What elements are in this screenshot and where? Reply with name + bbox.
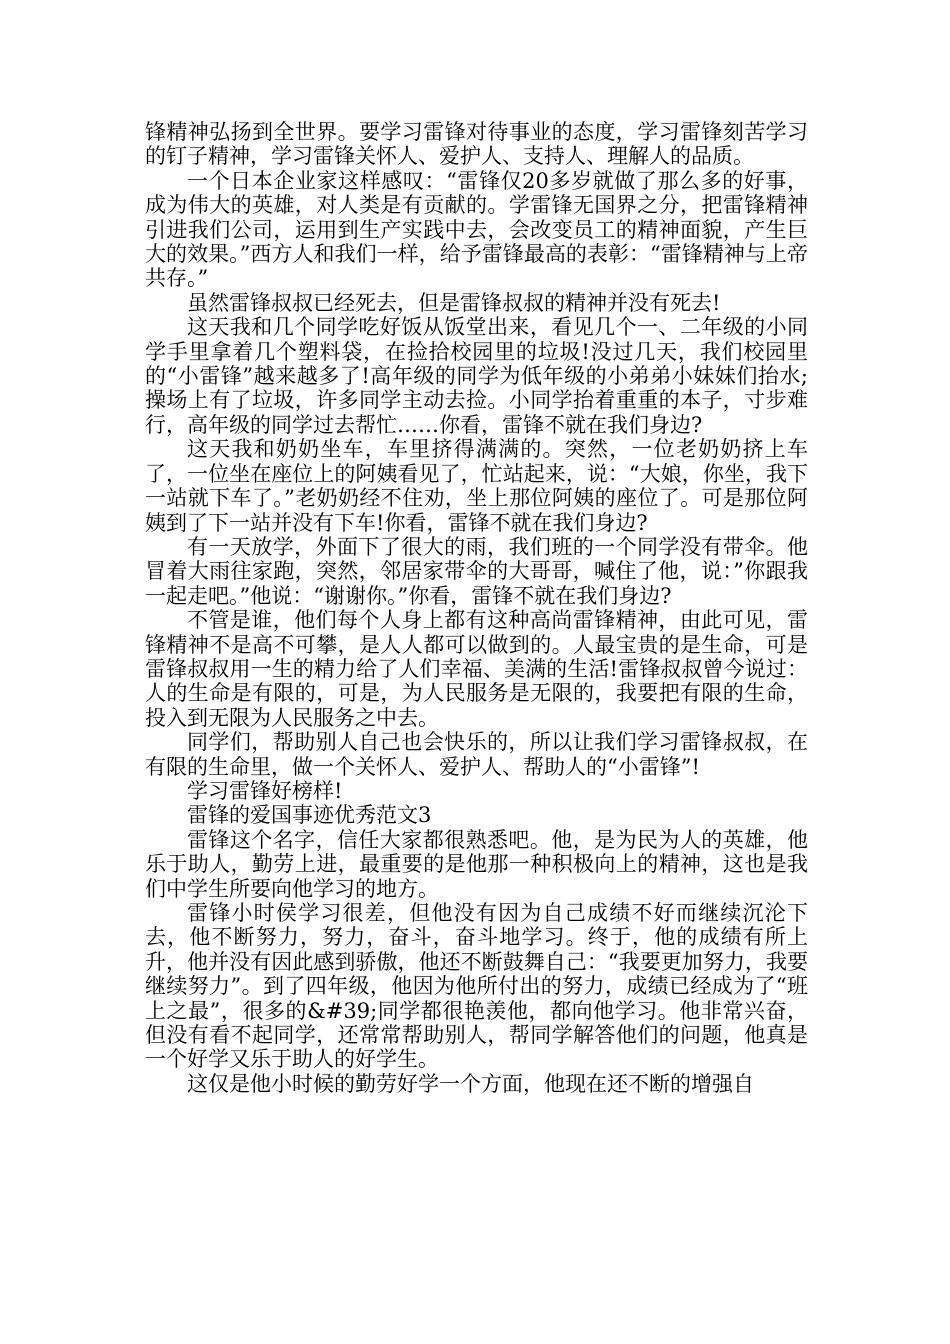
paragraph-8: 同学们，帮助别人自己也会快乐的，所以让我们学习雷锋叔叔，在有限的生命里，做一个关怀人、爱护人、帮助人的“小雷锋”!	[145, 730, 808, 779]
paragraph-12: 雷锋小时侯学习很差，但他没有因为自己成绩不好而继续沉沦下去，他不断努力，努力，奋斗，奋斗地学习。终于，他的成绩有所上升，他并没有因此感到骄傲，他还不断鼓舞自己：“我要更加努力，我要继续努力”。到了四年级，他因为他所付出的努力，成绩已经成为了“班上之最”，很多的&#39;同学都很艳羡他，都向他学习。他非常兴奋，但没有看不起同学，还常常帮助别人，帮同学解答他们的问题，他真是一个好学又乐于助人的好学生。	[145, 901, 808, 1072]
paragraph-3: 虽然雷锋叔叔已经死去，但是雷锋叔叔的精神并没有死去!	[187, 290, 721, 315]
paragraph-2: 一个日本企业家这样感叹：“雷锋仅20多岁就做了那么多的好事，成为伟大的英雄，对人类是有贡献的。学雷锋无国界之分，把雷锋精神引进我们公司，运用到生产实践中去，会改变员工的精神面貌，产生巨大的效果。”西方人和我们一样，给予雷锋最高的表彰：“雷锋精神与上帝共存。”	[145, 168, 808, 291]
paragraph-7: 不管是谁，他们每个人身上都有这种高尚雷锋精神，由此可见，雷锋精神不是高不可攀，是人人都可以做到的。人最宝贵的是生命，可是雷锋叔叔用一生的精力给了人们幸福、美满的生活!雷锋叔叔曾今说过：人的生命是有限的，可是，为人民服务是无限的，我要把有限的生命，投入到无限为人民服务之中去。	[145, 608, 808, 730]
paragraph-5: 这天我和奶奶坐车，车里挤得满满的。突然，一位老奶奶挤上车了，一位坐在座位上的阿姨看见了，忙站起来，说：“大娘，你坐，我下一站就下车了。”老奶奶经不住劝，坐上那位阿姨的座位了。可是那位阿姨到了下一站并没有下车!你看，雷锋不就在我们身边?	[145, 437, 808, 535]
paragraph-13: 这仅是他小时候的勤劳好学一个方面，他现在还不断的增强自	[187, 1071, 754, 1096]
paragraph-1: 锋精神弘扬到全世界。要学习雷锋对待事业的态度，学习雷锋刻苦学习的钉子精神，学习雷锋关怀人、爱护人、支持人、理解人的品质。	[145, 120, 808, 169]
document-body	[145, 120, 808, 1096]
paragraph-6: 有一天放学，外面下了很大的雨，我们班的一个同学没有带伞。他冒着大雨往家跑，突然，邻居家带伞的大哥哥，喊住了他，说：”你跟我一起走吧。”他说：“谢谢你。”你看，雷锋不就在我们身边?	[145, 534, 808, 608]
paragraph-4: 这天我和几个同学吃好饭从饭堂出来，看见几个一、二年级的小同学手里拿着几个塑料袋，在捡拾校园里的垃圾!没过几天，我们校园里的“小雷锋”越来越多了!高年级的同学为低年级的小弟弟小妹妹们抬水;操场上有了垃圾，许多同学主动去捡。小同学抬着重重的本子，寸步难行，高年级的同学过去帮忙……你看，雷锋不就在我们身边?	[145, 315, 808, 437]
paragraph-9: 学习雷锋好榜样!	[187, 778, 343, 803]
paragraph-11: 雷锋这个名字，信任大家都很熟悉吧。他，是为民为人的英雄，他乐于助人，勤劳上进，最重要的是他那一种积极向上的精神，这也是我们中学生所要向他学习的地方。	[145, 827, 808, 901]
section-heading: 雷锋的爱国事迹优秀范文3	[187, 803, 432, 828]
